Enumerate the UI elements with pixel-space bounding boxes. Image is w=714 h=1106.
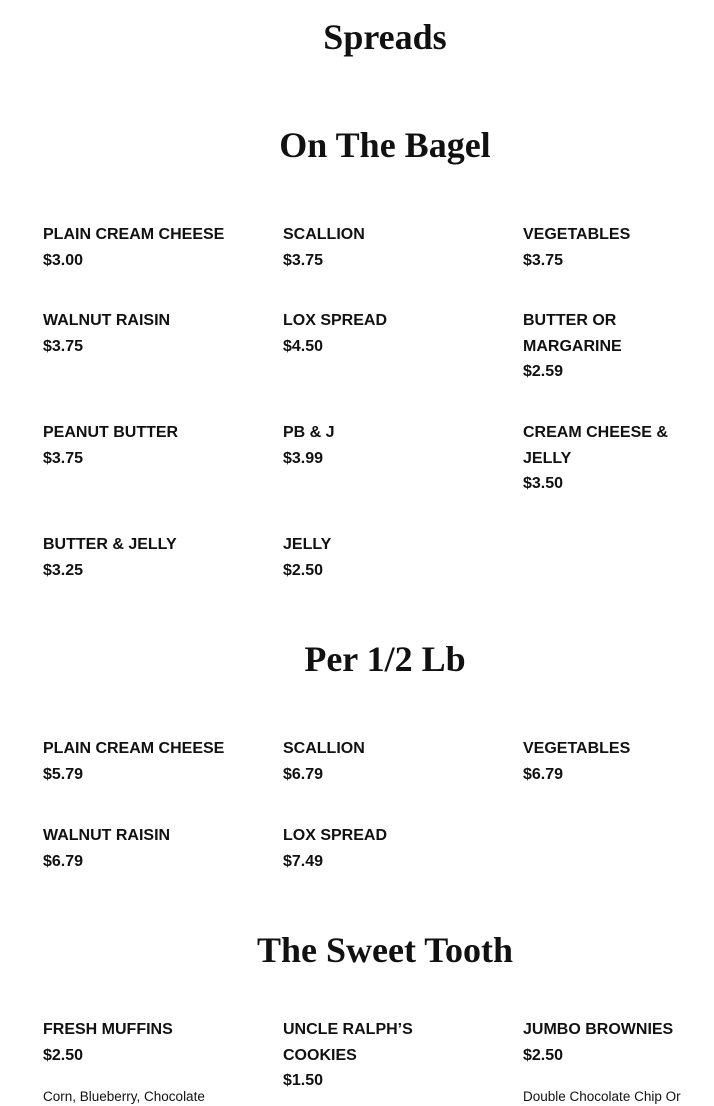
item-price: $3.00 — [43, 251, 84, 269]
menu-item-vegetables-lb — [523, 736, 703, 787]
menu-item-scallion — [283, 222, 493, 273]
menu-item-vegetables — [523, 222, 703, 273]
item-name: VEGETABLES — [523, 226, 631, 243]
item-name: LOX SPREAD — [283, 312, 388, 329]
menu-item-lox-spread — [283, 308, 493, 359]
item-price: $7.49 — [283, 852, 324, 870]
item-price: $3.75 — [283, 251, 324, 269]
item-price: $2.59 — [523, 363, 564, 380]
item-price: $2.50 — [43, 1046, 84, 1064]
item-price: $6.79 — [283, 765, 324, 783]
item-price: $4.50 — [283, 337, 324, 355]
item-price: $6.79 — [43, 852, 84, 870]
item-name: PEANUT BUTTER — [43, 424, 179, 441]
item-name: SCALLION — [283, 226, 365, 243]
menu-item-plain-cream-cheese-lb — [43, 736, 253, 787]
item-price: $2.50 — [283, 561, 324, 579]
item-price: $3.75 — [523, 251, 564, 269]
item-price: $1.50 — [283, 1072, 324, 1089]
item-name: PLAIN CREAM CHEESE — [43, 226, 225, 243]
item-price: $3.50 — [523, 475, 564, 492]
item-price: $3.99 — [283, 449, 324, 467]
menu-item-jumbo-brownies — [523, 1017, 703, 1068]
menu-item-butter-or-margarine — [523, 308, 663, 385]
item-name: WALNUT RAISIN — [43, 312, 171, 329]
menu-item-uncle-ralphs-cookies — [283, 1017, 433, 1094]
item-price: $3.75 — [43, 337, 84, 355]
item-name: WALNUT RAISIN — [43, 827, 171, 844]
item-price: $3.75 — [43, 449, 84, 467]
menu-item-scallion-lb — [283, 736, 493, 787]
item-description-fresh-muffins: Corn, Blueberry, Chocolate — [43, 1089, 205, 1104]
item-name: JUMBO BROWNIES — [523, 1021, 674, 1038]
item-name: JELLY — [283, 536, 332, 553]
section-title-per-half-lb: Per 1/2 Lb — [304, 639, 466, 679]
menu-item-plain-cream-cheese — [43, 222, 253, 273]
item-price: $3.25 — [43, 561, 84, 579]
item-name: VEGETABLES — [523, 740, 631, 757]
menu-item-cream-cheese-and-jelly — [523, 420, 683, 497]
item-price: $2.50 — [523, 1046, 564, 1064]
item-name: BUTTER OR MARGARINE — [523, 312, 622, 355]
menu-item-jelly — [283, 532, 493, 583]
item-price: $5.79 — [43, 765, 84, 783]
menu-item-butter-and-jelly — [43, 532, 253, 583]
menu-item-walnut-raisin-lb — [43, 823, 253, 874]
menu-item-pb-and-j — [283, 420, 493, 471]
menu-item-lox-spread-lb — [283, 823, 493, 874]
menu-item-fresh-muffins — [43, 1017, 253, 1068]
item-name: PB & J — [283, 424, 335, 441]
item-name: BUTTER & JELLY — [43, 536, 177, 553]
item-name: SCALLION — [283, 740, 365, 757]
menu-item-peanut-butter — [43, 420, 253, 471]
item-name: UNCLE RALPH’S COOKIES — [283, 1021, 413, 1064]
item-name: PLAIN CREAM CHEESE — [43, 740, 225, 757]
item-description-jumbo-brownies: Double Chocolate Chip Or — [523, 1089, 681, 1104]
item-name: FRESH MUFFINS — [43, 1021, 173, 1038]
section-title-on-the-bagel: On The Bagel — [279, 125, 491, 165]
section-title-spreads: Spreads — [323, 17, 447, 57]
item-name: LOX SPREAD — [283, 827, 388, 844]
menu-item-walnut-raisin — [43, 308, 253, 359]
section-title-sweet-tooth: The Sweet Tooth — [256, 930, 514, 970]
item-price: $6.79 — [523, 765, 564, 783]
item-name: CREAM CHEESE & JELLY — [523, 424, 668, 467]
